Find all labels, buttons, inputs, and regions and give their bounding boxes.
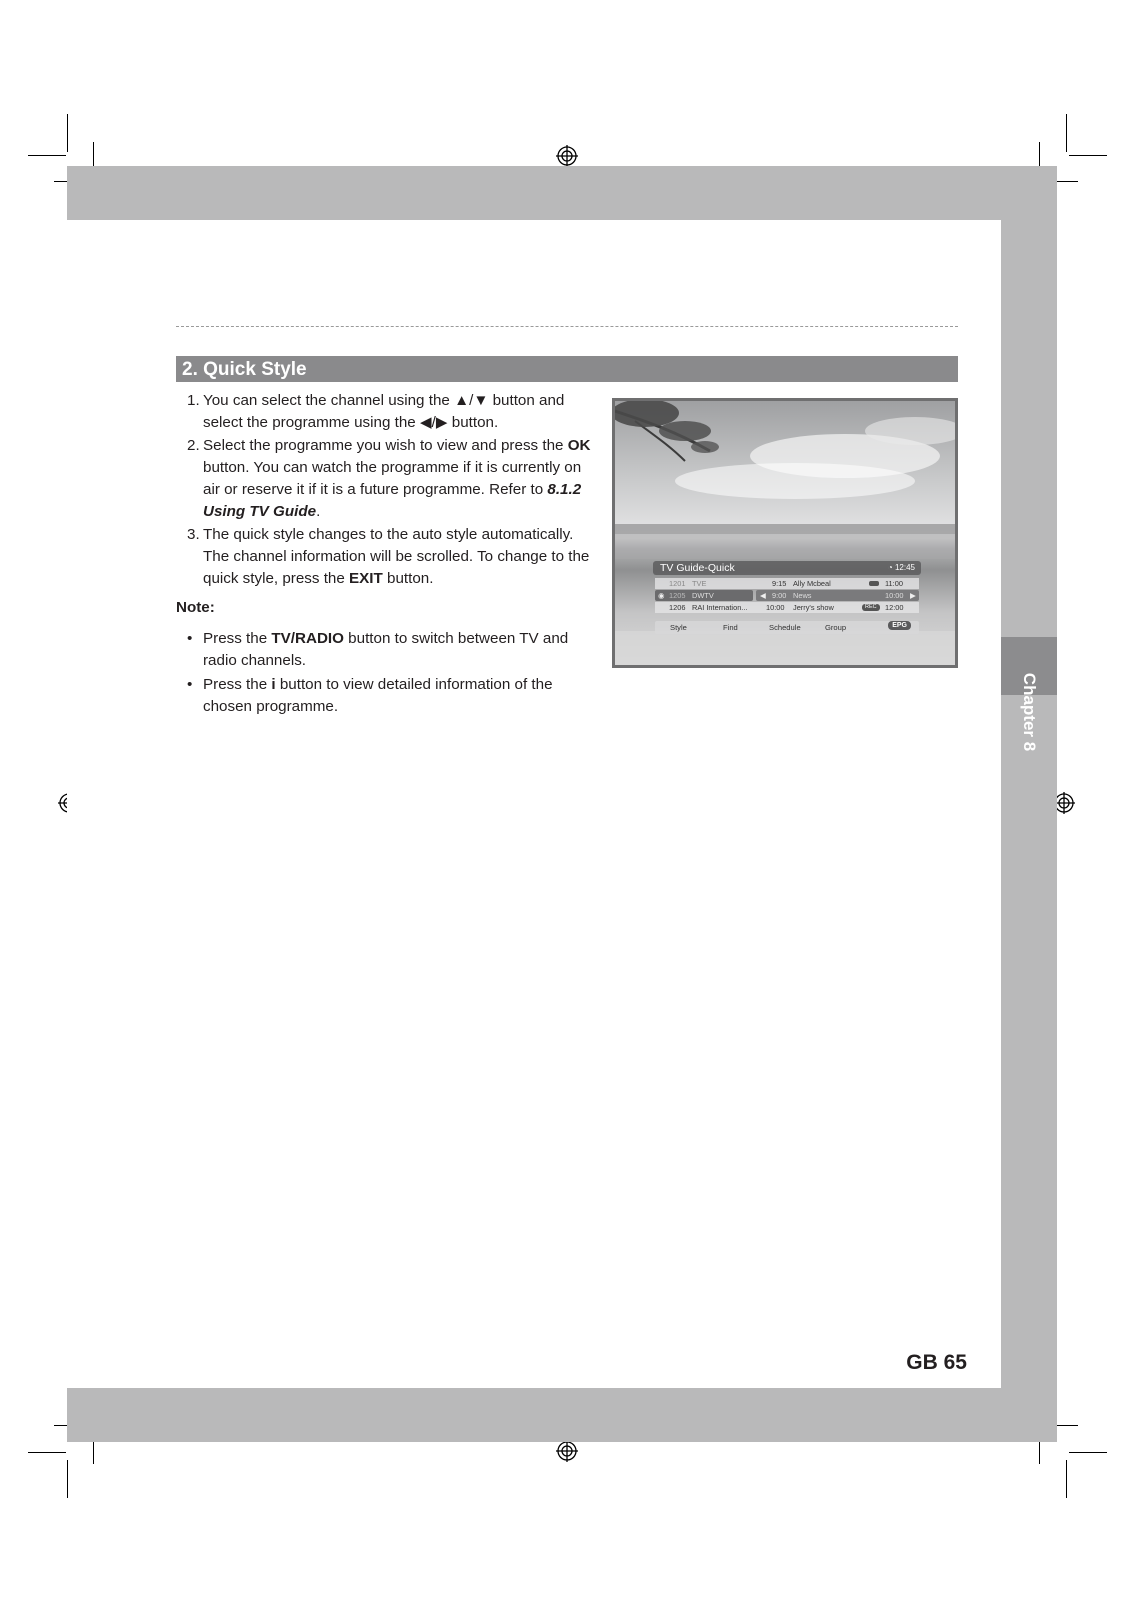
- channel-number: 1205: [669, 591, 686, 600]
- page-number: GB 65: [906, 1351, 967, 1374]
- cursor-icon: ◉: [658, 591, 665, 600]
- bullet-text: Press the: [203, 676, 272, 694]
- clock-icon: ◔: [887, 563, 893, 572]
- cross-reference: 8.1.2 Using TV Guide: [203, 480, 582, 520]
- crop-mark: [1069, 155, 1107, 156]
- footer-band: [67, 1388, 1057, 1442]
- crop-mark: [1066, 114, 1067, 152]
- section-title: 2. Quick Style: [182, 359, 307, 380]
- note-bullet: [176, 628, 591, 671]
- step-number: 1.: [187, 392, 200, 409]
- step-text: Select the programme you wish to view and press the: [203, 437, 568, 455]
- step-item: [176, 524, 591, 589]
- tv-guide-screenshot: [612, 398, 958, 668]
- note-heading: Note:: [176, 599, 215, 617]
- info-button-keyword: i: [271, 676, 276, 694]
- step-text: button.: [447, 413, 499, 431]
- bullet-icon: •: [187, 630, 193, 648]
- programme-start: 9:15: [772, 579, 787, 588]
- programme-start: 10:00: [766, 603, 785, 612]
- step-text: .: [316, 502, 321, 520]
- up-down-arrows-icon: ▲/▼: [454, 392, 489, 409]
- channel-number: 1201: [669, 579, 686, 588]
- ok-button-keyword: OK: [567, 437, 591, 455]
- tv-guide-overlay: [653, 561, 921, 641]
- left-right-arrows-icon: ◀/▶: [419, 413, 448, 431]
- arrow-left-icon: ◀: [760, 591, 766, 600]
- style-option: Style: [670, 623, 687, 632]
- epg-badge: EPG: [888, 621, 911, 630]
- find-option: Find: [723, 623, 738, 632]
- instructions: [176, 390, 591, 721]
- osd-title: TV Guide-Quick: [660, 562, 735, 574]
- programme-end: 10:00: [885, 591, 904, 600]
- osd-clock: [888, 561, 915, 575]
- channel-number: 1206: [669, 603, 686, 612]
- arrow-right-icon: ▶: [910, 591, 916, 600]
- programme-title: Jerry's show: [793, 603, 834, 612]
- programme-start: 9:00: [772, 591, 787, 600]
- bullet-icon: •: [187, 676, 193, 694]
- programme-end: 11:00: [885, 579, 903, 588]
- step-item: [176, 435, 591, 522]
- bullet-text: Press the: [203, 630, 272, 648]
- registration-mark-icon: [556, 145, 578, 167]
- osd-title-bar: [653, 561, 921, 575]
- schedule-option: Schedule: [769, 623, 801, 632]
- rec-badge: REC: [862, 604, 880, 611]
- crop-mark: [1069, 1452, 1107, 1453]
- exit-button-keyword: EXIT: [349, 569, 383, 587]
- registration-mark-icon: [556, 1440, 578, 1462]
- step-text: button and select the programme using the: [203, 392, 565, 431]
- programme-title: News: [793, 591, 812, 600]
- step-text: button. You can watch the programme if it is currently on air or reserve it if it is a future programme. Refer to: [203, 459, 582, 498]
- crop-mark: [67, 1460, 68, 1498]
- section-header: [176, 356, 958, 382]
- channel-name: RAI Internation...: [692, 603, 748, 612]
- channel-name: TVE: [692, 579, 707, 588]
- programme-title: Ally Mcbeal: [793, 579, 831, 588]
- crop-mark: [1066, 1460, 1067, 1498]
- osd-clock-time: 12:45: [894, 563, 915, 572]
- step-number: 3.: [187, 526, 200, 544]
- step-text: You can select the channel using the: [203, 392, 455, 409]
- channel-row-selected: [655, 590, 919, 601]
- crop-mark: [28, 1452, 66, 1453]
- bullet-text: button to view detailed information of the chosen programme.: [203, 676, 553, 716]
- step-text: The quick style changes to the auto style automatically. The channel information will be scrolled. To change to the quick style, press the: [203, 526, 590, 587]
- bullet-text: button to switch between TV and radio channels.: [203, 630, 569, 669]
- programme-end: 12:00: [885, 603, 904, 612]
- tv-radio-button-keyword: TV/RADIO: [271, 630, 344, 648]
- channel-row: [655, 602, 919, 613]
- dashed-divider: [176, 326, 958, 327]
- channel-name: DWTV: [692, 591, 714, 600]
- record-icon: [869, 581, 879, 586]
- step-item: [176, 390, 591, 433]
- step-number: 2.: [187, 437, 200, 455]
- crop-mark: [67, 114, 68, 152]
- note-bullet: [176, 674, 591, 717]
- step-text: button.: [382, 569, 434, 587]
- group-option: Group: [825, 623, 847, 632]
- header-band: [67, 166, 1057, 220]
- osd-footer: [655, 621, 919, 634]
- side-band: [1001, 166, 1057, 1442]
- channel-row: [655, 578, 919, 589]
- crop-mark: [28, 155, 66, 156]
- chapter-label: Chapter 8: [1020, 672, 1039, 752]
